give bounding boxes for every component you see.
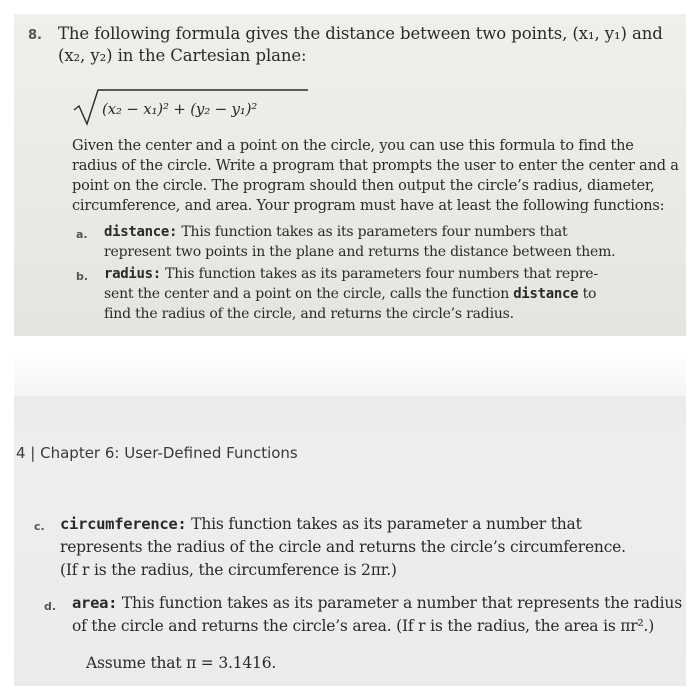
item-b-text-2-end: to <box>578 286 597 302</box>
item-d-label: d. <box>44 600 57 613</box>
item-b-label: b. <box>76 270 89 283</box>
item-d-text-1: This function takes as its parameter a number that represents the radius <box>117 594 682 612</box>
item-a-text-1: This function takes as its parameters four numbers that <box>177 224 568 240</box>
item-b-line-1 <box>104 266 598 282</box>
assume-pi: Assume that π = 3.1416. <box>86 654 277 672</box>
item-c-line-1 <box>60 515 582 533</box>
item-c-line-2: represents the radius of the circle and returns the circle’s circumference. <box>60 538 626 556</box>
chapter-heading: 4 | Chapter 6: User-Defined Functions <box>16 444 298 462</box>
item-a-function-name: distance: <box>104 224 178 240</box>
intro-line-1: The following formula gives the distance between two points, (x₁, y₁) and <box>58 24 663 43</box>
item-c-line-3: (If r is the radius, the circumference is 2πr.) <box>60 561 397 579</box>
textbook-page-top <box>14 14 686 336</box>
item-d-line-1 <box>72 594 682 612</box>
item-c-label: c. <box>34 520 45 533</box>
item-b-code-distance: distance <box>513 286 579 302</box>
body-line-4: circumference, and area. Your program must have at least the following functions: <box>72 198 665 214</box>
item-c-function-name: circumference: <box>60 515 187 533</box>
intro-line-2: (x₂, y₂) in the Cartesian plane: <box>58 46 307 65</box>
page-top-edge <box>14 352 686 396</box>
textbook-page-bottom <box>14 352 686 686</box>
item-a-label: a. <box>76 228 88 241</box>
item-b-text-2: sent the center and a point on the circle, calls the function <box>104 286 514 302</box>
distance-formula <box>72 86 312 126</box>
body-line-2: radius of the circle. Write a program that prompts the user to enter the center and a <box>72 158 679 174</box>
item-a-line-1 <box>104 224 567 240</box>
item-b-text-1: This function takes as its parameters four numbers that repre- <box>160 266 598 282</box>
formula-expression: (x₂ − x₁)² + (y₂ − y₁)² <box>102 100 258 118</box>
question-number: 8. <box>28 28 42 43</box>
item-b-line-3: find the radius of the circle, and returns the circle’s radius. <box>104 306 514 322</box>
item-b-function-name: radius: <box>104 266 161 282</box>
body-line-1: Given the center and a point on the circle, you can use this formula to find the <box>72 138 634 154</box>
item-d-function-name: area: <box>72 594 118 612</box>
item-d-line-2: of the circle and returns the circle’s area. (If r is the radius, the area is πr².) <box>72 617 655 635</box>
item-c-text-1: This function takes as its parameter a number that <box>186 515 582 533</box>
item-a-line-2: represent two points in the plane and returns the distance between them. <box>104 244 616 260</box>
item-b-line-2 <box>104 286 596 302</box>
body-line-3: point on the circle. The program should then output the circle’s radius, diameter, <box>72 178 655 194</box>
